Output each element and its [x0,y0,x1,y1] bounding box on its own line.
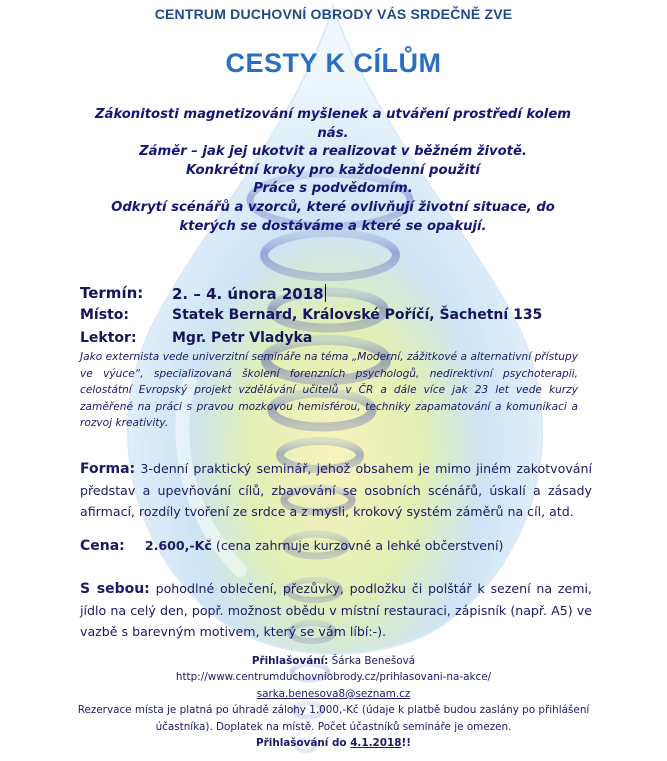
price-paragraph [80,535,592,557]
lecturer-row [80,330,313,346]
format-text: 3-denní praktický seminář, jehož obsahem je mimo jiném zakotvování představ a upevňování cílů, zbavování se osobních scénářů, úskalí a zásady afirmací, rozdíly tvoření ze srdce a z mysli, krokový systém záměrů na cíl, atd. [80,461,592,519]
registration-label: Přihlašování: [251,655,329,667]
place-label: Místo: [80,307,129,323]
lecturer-value: Mgr. Petr Vladyka [172,330,313,346]
registration-url-link[interactable]: http://www.centrumduchovniobrody.cz/prihlasovani-na-akce/ [175,671,492,684]
topic-item: Práce s podvědomím. [253,181,413,197]
deadline-date: 4.1.2018 [350,737,402,750]
topic-item: Konkrétní kroky pro každodenní použití [186,162,480,178]
registration-name: Šárka Benešová [331,655,416,667]
topics-list [88,106,578,236]
text-cursor [325,284,326,302]
reservation-note-1: Rezervace místa je platná po úhradě zálohy 1.000,-Kč (údaje k platbě budou zaslány po přihlášení [77,704,590,717]
deadline-prefix: Přihlašování do [256,737,347,750]
topic-item: Zákonitosti magnetizování myšlenek a utváření prostředí kolem nás. [94,107,572,141]
lecturer-bio: Jako externista vede univerzitní semináře na téma „Moderní, zážitkové a alternativní přístupy ve výuce“, specializovaná školení forenzních psychologů, nedirektivní psychoterapii, celostátní Evropský projekt vzdělávání učitelů v ČR a dále více jak 23 let vede kurzy zaměřené na práci s pravou mozkovou hemisférou, techniky zapamatování a komunikaci a rozvoj kreativity. [80,351,578,430]
format-label: Forma: [80,461,136,477]
topic-item: Záměr – jak jej ukotvit a realizovat v běžném životě. [139,144,527,160]
term-row [80,284,324,303]
price-label: Cena: [80,538,125,554]
bring-paragraph [80,578,592,642]
topic-item: Odkrytí scénářů a vzorců, které ovlivňují životní situace, do kterých se dostáváme a které se opakují. [111,199,555,234]
price-amount: 2.600,-Kč [144,538,212,553]
bring-label: S sebou: [80,581,150,597]
deadline-line [0,735,667,751]
deadline-suffix: !! [401,737,411,750]
organizer-line: CENTRUM DUCHOVNÍ OBRODY VÁS SRDEČNĚ ZVE [154,6,513,22]
event-title: CESTY K CÍLŮM [225,48,442,78]
place-value: Statek Bernard, Královské Poříčí, Šachetní 135 [172,307,543,323]
registration-email-link[interactable]: sarka.benesova8@seznam.cz [256,687,411,700]
bring-text: pohodlné oblečení, přezůvky, podložku či polštář k sezení na zemi, jídlo na celý den, popř. možnost obědu v místní restauraci, zápisník (např. A5) ve vazbě s barevným motivem, který se vám líbí:-). [80,581,592,639]
term-value [172,284,326,303]
format-paragraph [80,458,592,522]
registration-footer [0,653,667,751]
lecturer-label: Lektor: [80,330,137,346]
registration-line [0,653,667,669]
term-label: Termín: [80,284,144,302]
reservation-note-2: účastníka). Doplatek na místě. Počet účastníků semináře je omezen. [155,720,512,733]
price-note: (cena zahrnuje kurzovné a lehké občerstvení) [215,538,504,553]
place-row [80,307,543,323]
term-date: 2. – 4. února 2018 [172,285,324,303]
